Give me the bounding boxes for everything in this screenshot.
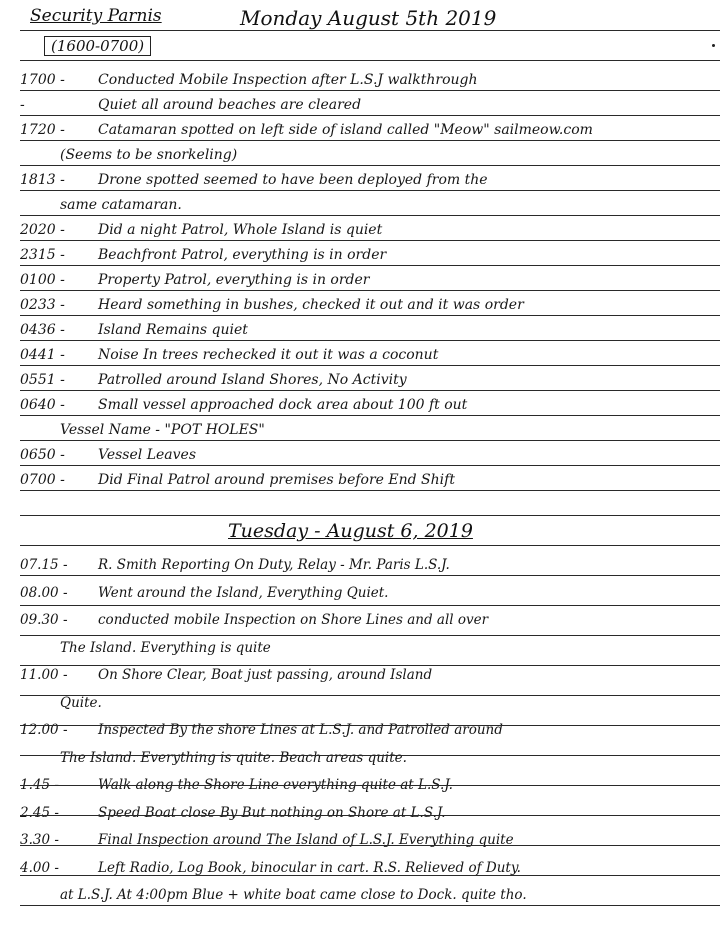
ruled-line — [20, 725, 720, 726]
log-entry — [20, 95, 720, 115]
log-entry-text: Final Inspection around The Island of L.S.J. Everything quite — [98, 832, 514, 848]
ruled-line — [20, 190, 720, 191]
log-entry-time: 0100 - — [20, 272, 65, 288]
log-entry — [20, 830, 720, 850]
ruled-line — [20, 785, 720, 786]
log-entry-text: Left Radio, Log Book, binocular in cart. R.S. Relieved of Duty. — [98, 859, 521, 876]
log-entry-text: at L.S.J. At 4:00pm Blue + white boat came close to Dock. quite tho. — [60, 887, 527, 903]
log-entry-text: Inspected By the shore Lines at L.S.J. and Patrolled around — [98, 722, 503, 738]
log-entry — [20, 345, 720, 365]
log-entry — [20, 270, 720, 290]
ruled-line — [20, 845, 720, 846]
ruled-line — [20, 90, 720, 91]
header-date: Monday August 5th 2019 — [240, 6, 497, 30]
log-entry-text: Speed Boat close By But nothing on Shore at L.S.J. — [98, 804, 446, 821]
log-entry — [20, 220, 720, 240]
second-day-date: Tuesday - August 6, 2019 — [228, 520, 473, 542]
ruled-line — [20, 490, 720, 491]
log-entry — [20, 583, 720, 603]
ruled-line — [20, 290, 720, 291]
log-entry-text: Went around the Island, Everything Quiet. — [98, 584, 389, 601]
log-entry-time: 1700 - — [20, 72, 65, 88]
log-entry-text: Island Remains quiet — [98, 322, 248, 338]
log-entry-text: Property Patrol, everything is in order — [98, 272, 370, 288]
ruled-line — [20, 545, 720, 546]
log-entry-time: 0700 - — [20, 472, 65, 488]
ruled-line — [20, 215, 720, 216]
ruled-line — [20, 340, 720, 341]
log-entry — [20, 665, 720, 685]
ruled-line — [20, 390, 720, 391]
log-entry-time: 0441 - — [20, 347, 65, 363]
log-entry-text: The Island. Everything is quite — [60, 639, 271, 656]
log-entry-text: Catamaran spotted on left side of island called "Meow" sailmeow.com — [98, 122, 593, 138]
log-entry-time: 1720 - — [20, 122, 65, 138]
ruled-line — [20, 240, 720, 241]
ruled-line — [20, 415, 720, 416]
ruled-line — [20, 605, 720, 606]
log-entry-text: Beachfront Patrol, everything is in order — [98, 247, 387, 263]
ruled-line — [20, 365, 720, 366]
log-entry — [20, 445, 720, 465]
log-entry — [20, 320, 720, 340]
ruled-line — [20, 575, 720, 576]
log-entry-text: Quite. — [60, 694, 102, 711]
log-entry — [20, 70, 720, 90]
log-entry-text: Heard something in bushes, checked it out and it was order — [98, 297, 524, 313]
ruled-line — [20, 635, 720, 636]
log-entry-time: 0551 - — [20, 372, 65, 388]
log-entry-text: Did Final Patrol around premises before End Shift — [98, 472, 455, 488]
ruled-line — [20, 60, 720, 61]
log-entry — [20, 610, 720, 630]
log-entry-time: 11.00 - — [20, 667, 68, 683]
log-entry-text: Drone spotted seemed to have been deployed from the — [98, 172, 488, 188]
log-entry-text: Conducted Mobile Inspection after L.S.J walkthrough — [98, 72, 478, 88]
log-entry — [60, 420, 727, 440]
header-guard-name: Security Parnis — [30, 6, 162, 26]
log-entry — [60, 748, 727, 768]
log-entry-time: 4.00 - — [20, 859, 59, 876]
ruled-line — [20, 115, 720, 116]
log-entry-time: 0640 - — [20, 397, 65, 413]
ruled-line — [20, 140, 720, 141]
log-entry — [20, 245, 720, 265]
log-entry-text: Patrolled around Island Shores, No Activity — [98, 372, 407, 388]
ruled-line — [20, 165, 720, 166]
log-entry — [20, 470, 720, 490]
log-entry — [60, 145, 727, 165]
log-entry — [20, 395, 720, 415]
log-entry-text: Vessel Leaves — [98, 447, 196, 463]
log-entry-text: Did a night Patrol, Whole Island is quiet — [98, 222, 383, 238]
log-entry — [60, 885, 727, 905]
log-entry-text: The Island. Everything is quite. Beach areas quite. — [60, 749, 407, 766]
ruled-line — [20, 515, 720, 516]
log-entry-time: 1.45 - — [20, 777, 59, 793]
ruled-line — [20, 815, 720, 816]
ruled-line — [20, 440, 720, 441]
log-entry — [20, 555, 720, 575]
log-entry — [60, 195, 727, 215]
log-entry-text: conducted mobile Inspection on Shore Lines and all over — [98, 612, 489, 628]
log-entry — [20, 295, 720, 315]
ruled-line — [20, 465, 720, 466]
ruled-line — [20, 695, 720, 696]
margin-mark — [712, 44, 715, 47]
log-entry — [20, 370, 720, 390]
log-entry-text: Vessel Name - "POT HOLES" — [60, 422, 265, 438]
log-entry-time: 0233 - — [20, 297, 65, 313]
ruled-line — [20, 905, 720, 906]
log-entry-time: 2315 - — [20, 247, 65, 263]
log-entry-time: 2.45 - — [20, 804, 59, 821]
log-entry — [60, 638, 727, 658]
log-entry-text: Quiet all around beaches are cleared — [98, 97, 362, 113]
log-entry-text: same catamaran. — [60, 197, 182, 213]
ruled-line — [20, 665, 720, 666]
ruled-line — [20, 315, 720, 316]
log-entry-text: R. Smith Reporting On Duty, Relay - Mr. Paris L.S.J. — [98, 557, 450, 573]
log-entry-time: 08.00 - — [20, 584, 68, 601]
header-shift: (1600-0700) — [44, 36, 151, 56]
log-entry-time: 0436 - — [20, 322, 65, 338]
log-entry — [20, 120, 720, 140]
log-entry-text: On Shore Clear, Boat just passing, around Island — [98, 667, 433, 683]
log-entry-time: - — [20, 97, 25, 113]
log-entry — [20, 720, 720, 740]
ruled-line — [20, 30, 720, 31]
log-entry — [20, 170, 720, 190]
log-entry-time: 1813 - — [20, 172, 65, 188]
ruled-line — [20, 265, 720, 266]
ruled-line — [20, 875, 720, 876]
log-entry-time: 12.00 - — [20, 722, 68, 738]
log-entry — [20, 803, 720, 823]
log-entry-time: 07.15 - — [20, 557, 68, 573]
log-entry-time: 0650 - — [20, 447, 65, 463]
log-entry-time: 09.30 - — [20, 612, 68, 628]
ruled-line — [20, 755, 720, 756]
log-entry-text: Walk along the Shore Line everything quite at L.S.J. — [98, 777, 453, 793]
log-entry-text: Noise In trees rechecked it out it was a coconut — [98, 347, 439, 363]
log-entry-time: 2020 - — [20, 222, 65, 238]
log-entry-text: Small vessel approached dock area about 100 ft out — [98, 397, 468, 413]
log-entry-time: 3.30 - — [20, 832, 59, 848]
log-entry-text: (Seems to be snorkeling) — [60, 147, 238, 163]
